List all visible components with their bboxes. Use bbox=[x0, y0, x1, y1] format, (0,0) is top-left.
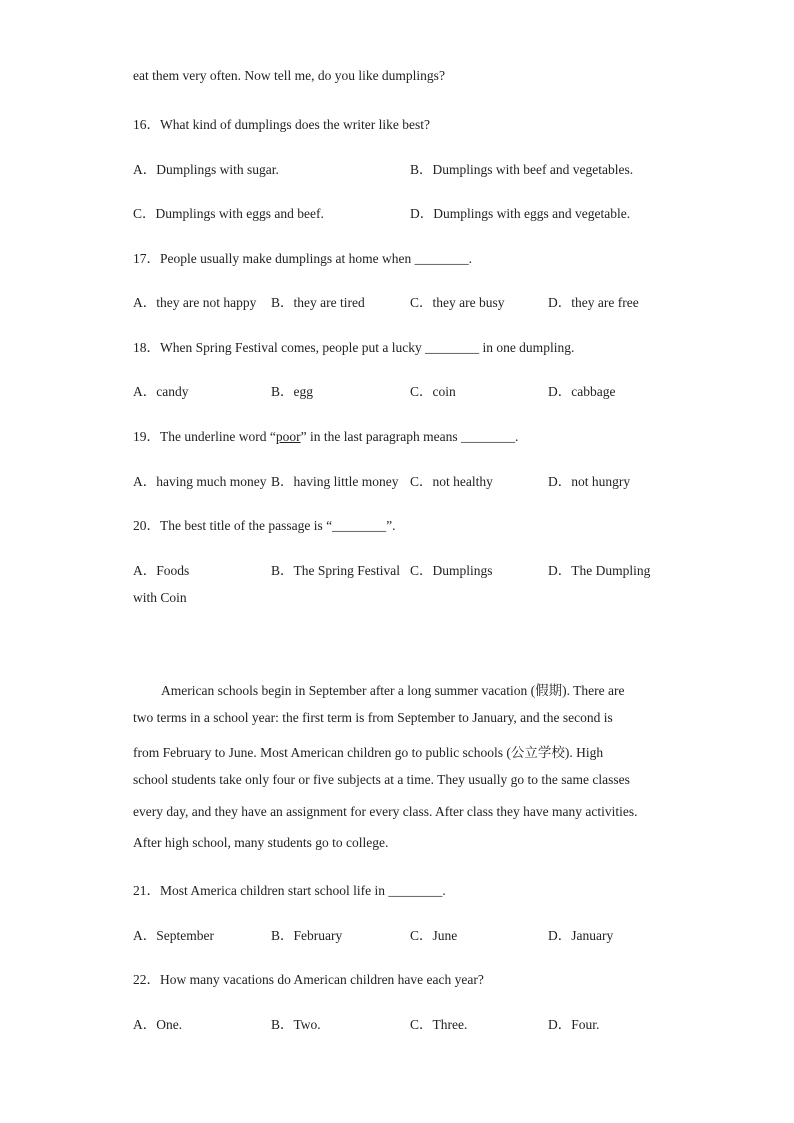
question-20-option-d: D．The Dumpling bbox=[548, 563, 651, 578]
question-19-stem-post: ” in the last paragraph means ________. bbox=[300, 429, 519, 444]
question-17-option-d: D．they are free bbox=[548, 295, 639, 310]
question-18-stem: 18．When Spring Festival comes, people put a lucky ________ in one dumpling. bbox=[133, 340, 575, 355]
passage-line-4: school students take only four or five subjects at a time. They usually go to the same classes bbox=[133, 772, 630, 787]
passage-line-3: from February to June. Most American children go to public schools (公立学校). High bbox=[133, 745, 604, 760]
question-22-option-c: C．Three. bbox=[410, 1017, 468, 1032]
question-18-option-d: D．cabbage bbox=[548, 384, 616, 399]
passage-line-5: every day, and they have an assignment for every class. After class they have many activities. bbox=[133, 804, 638, 819]
question-20-option-a: A．Foods bbox=[133, 563, 190, 578]
question-19-option-b: B．having little money bbox=[271, 474, 399, 489]
question-20-option-c: C．Dumplings bbox=[410, 563, 493, 578]
question-18-option-c: C．coin bbox=[410, 384, 456, 399]
question-17-stem: 17．People usually make dumplings at home when ________. bbox=[133, 251, 472, 266]
question-21-option-a: A．September bbox=[133, 928, 214, 943]
question-19-option-a: A．having much money bbox=[133, 474, 267, 489]
passage-line-1: American schools begin in September after a long summer vacation (假期). There are bbox=[161, 683, 625, 698]
question-19-underlined-word: poor bbox=[275, 429, 301, 444]
question-19-stem-pre: 19．The underline word “ bbox=[133, 429, 276, 444]
question-17-option-a: A．they are not happy bbox=[133, 295, 257, 310]
passage-line-6: After high school, many students go to college. bbox=[133, 835, 389, 850]
question-16-stem: 16．What kind of dumplings does the writer like best? bbox=[133, 117, 430, 132]
question-20-stem: 20．The best title of the passage is “________”. bbox=[133, 518, 396, 533]
question-21-stem: 21．Most America children start school life in ________. bbox=[133, 883, 446, 898]
passage-line-2: two terms in a school year: the first term is from September to January, and the second is bbox=[133, 710, 613, 725]
question-17-option-c: C．they are busy bbox=[410, 295, 505, 310]
question-18-option-b: B．egg bbox=[271, 384, 313, 399]
question-22-option-a: A．One. bbox=[133, 1017, 183, 1032]
question-16-option-b: B．Dumplings with beef and vegetables. bbox=[410, 162, 634, 177]
question-21-option-b: B．February bbox=[271, 928, 343, 943]
question-22-stem: 22．How many vacations do American children have each year? bbox=[133, 972, 484, 987]
question-20-option-d-continued: with Coin bbox=[133, 590, 187, 605]
question-16-option-d: D．Dumplings with eggs and vegetable. bbox=[410, 206, 631, 221]
question-21-option-d: D．January bbox=[548, 928, 614, 943]
question-18-option-a: A．candy bbox=[133, 384, 189, 399]
intro-tail-text: eat them very often. Now tell me, do you like dumplings? bbox=[133, 68, 445, 83]
question-22-option-d: D．Four. bbox=[548, 1017, 600, 1032]
question-16-option-a: A．Dumplings with sugar. bbox=[133, 162, 279, 177]
question-21-option-c: C．June bbox=[410, 928, 458, 943]
question-20-option-b: B．The Spring Festival bbox=[271, 563, 400, 578]
question-19-option-d: D．not hungry bbox=[548, 474, 631, 489]
question-22-option-b: B．Two. bbox=[271, 1017, 321, 1032]
question-19-option-c: C．not healthy bbox=[410, 474, 493, 489]
question-17-option-b: B．they are tired bbox=[271, 295, 365, 310]
question-19-stem bbox=[133, 425, 518, 445]
question-16-option-c: C．Dumplings with eggs and beef. bbox=[133, 206, 324, 221]
